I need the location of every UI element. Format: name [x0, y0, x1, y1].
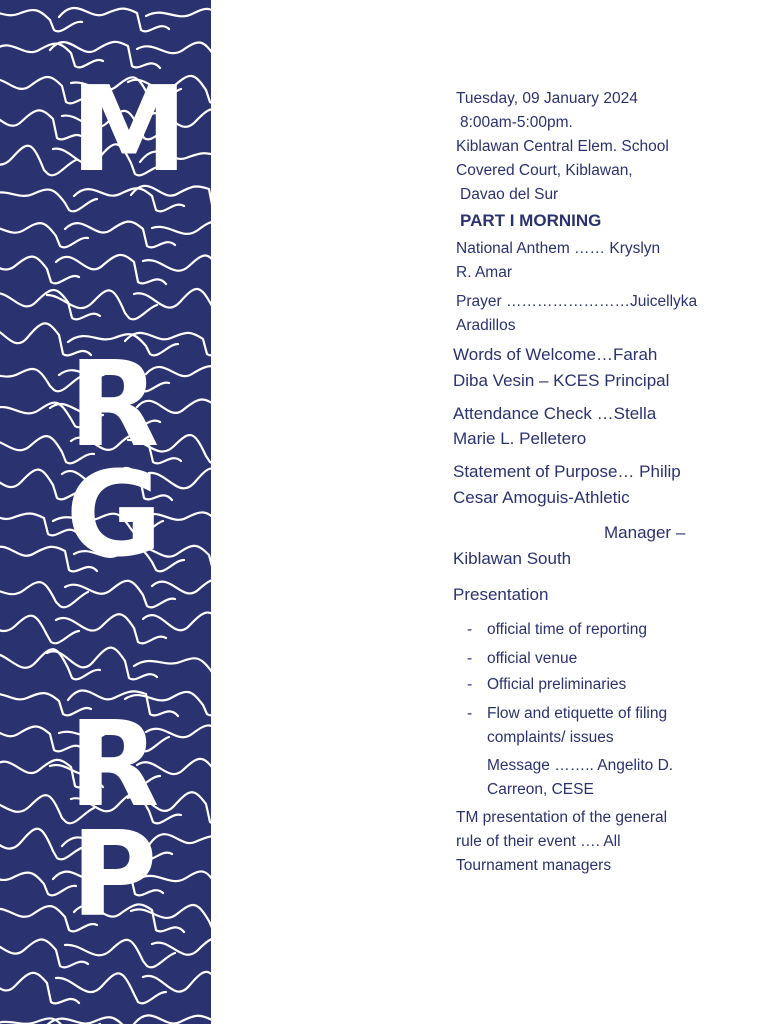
- program-item: TM presentation of the general: [456, 809, 668, 826]
- program-item: Message …….. Angelito D.: [487, 757, 674, 774]
- program-item: Carreon, CESE: [487, 781, 594, 798]
- program-item: rule of their event …. All: [456, 833, 621, 850]
- bullet-item: official time of reporting: [487, 621, 647, 638]
- bullet-item: official venue: [487, 650, 578, 667]
- venue-line: Davao del Sur: [460, 186, 559, 203]
- letter-g: G: [65, 445, 163, 583]
- program-item: Marie L. Pelletero: [453, 429, 587, 448]
- program-item: Presentation: [453, 585, 549, 604]
- program-item: Tournament managers: [456, 857, 612, 874]
- program-item: Cesar Amoguis-Athletic: [453, 488, 630, 507]
- section-heading: PART I MORNING: [460, 211, 602, 230]
- bullet-item: Official preliminaries: [487, 676, 627, 693]
- bullet-marker: -: [467, 650, 473, 667]
- program-item: Manager –: [604, 523, 686, 542]
- program-item: Attendance Check …Stella: [453, 404, 657, 423]
- program-item: Aradillos: [456, 317, 516, 334]
- event-time: 8:00am-5:00pm.: [460, 114, 573, 131]
- bullet-item: complaints/ issues: [487, 729, 614, 746]
- letter-m: M: [70, 60, 188, 198]
- letter-r-2: R: [68, 695, 160, 833]
- venue-line: Covered Court, Kiblawan,: [456, 162, 633, 179]
- program-item: National Anthem …… Kryslyn: [456, 240, 661, 257]
- venue-line: Kiblawan Central Elem. School: [456, 138, 669, 155]
- program-item: Statement of Purpose… Philip: [453, 462, 681, 481]
- program-item: Diba Vesin – KCES Principal: [453, 371, 670, 390]
- program-item: Kiblawan South: [453, 549, 572, 568]
- program-item: Prayer ……………………Juicellyka: [456, 293, 698, 310]
- letter-p: P: [70, 805, 158, 943]
- bullet-marker: -: [467, 705, 473, 722]
- letter-r-1: R: [68, 335, 160, 473]
- bullet-marker: -: [467, 621, 473, 638]
- program-item: Words of Welcome…Farah: [453, 345, 658, 364]
- bullet-item: Flow and etiquette of filing: [487, 705, 668, 722]
- program-item: R. Amar: [456, 264, 512, 281]
- bullet-marker: -: [467, 676, 473, 693]
- event-date: Tuesday, 09 January 2024: [456, 90, 638, 107]
